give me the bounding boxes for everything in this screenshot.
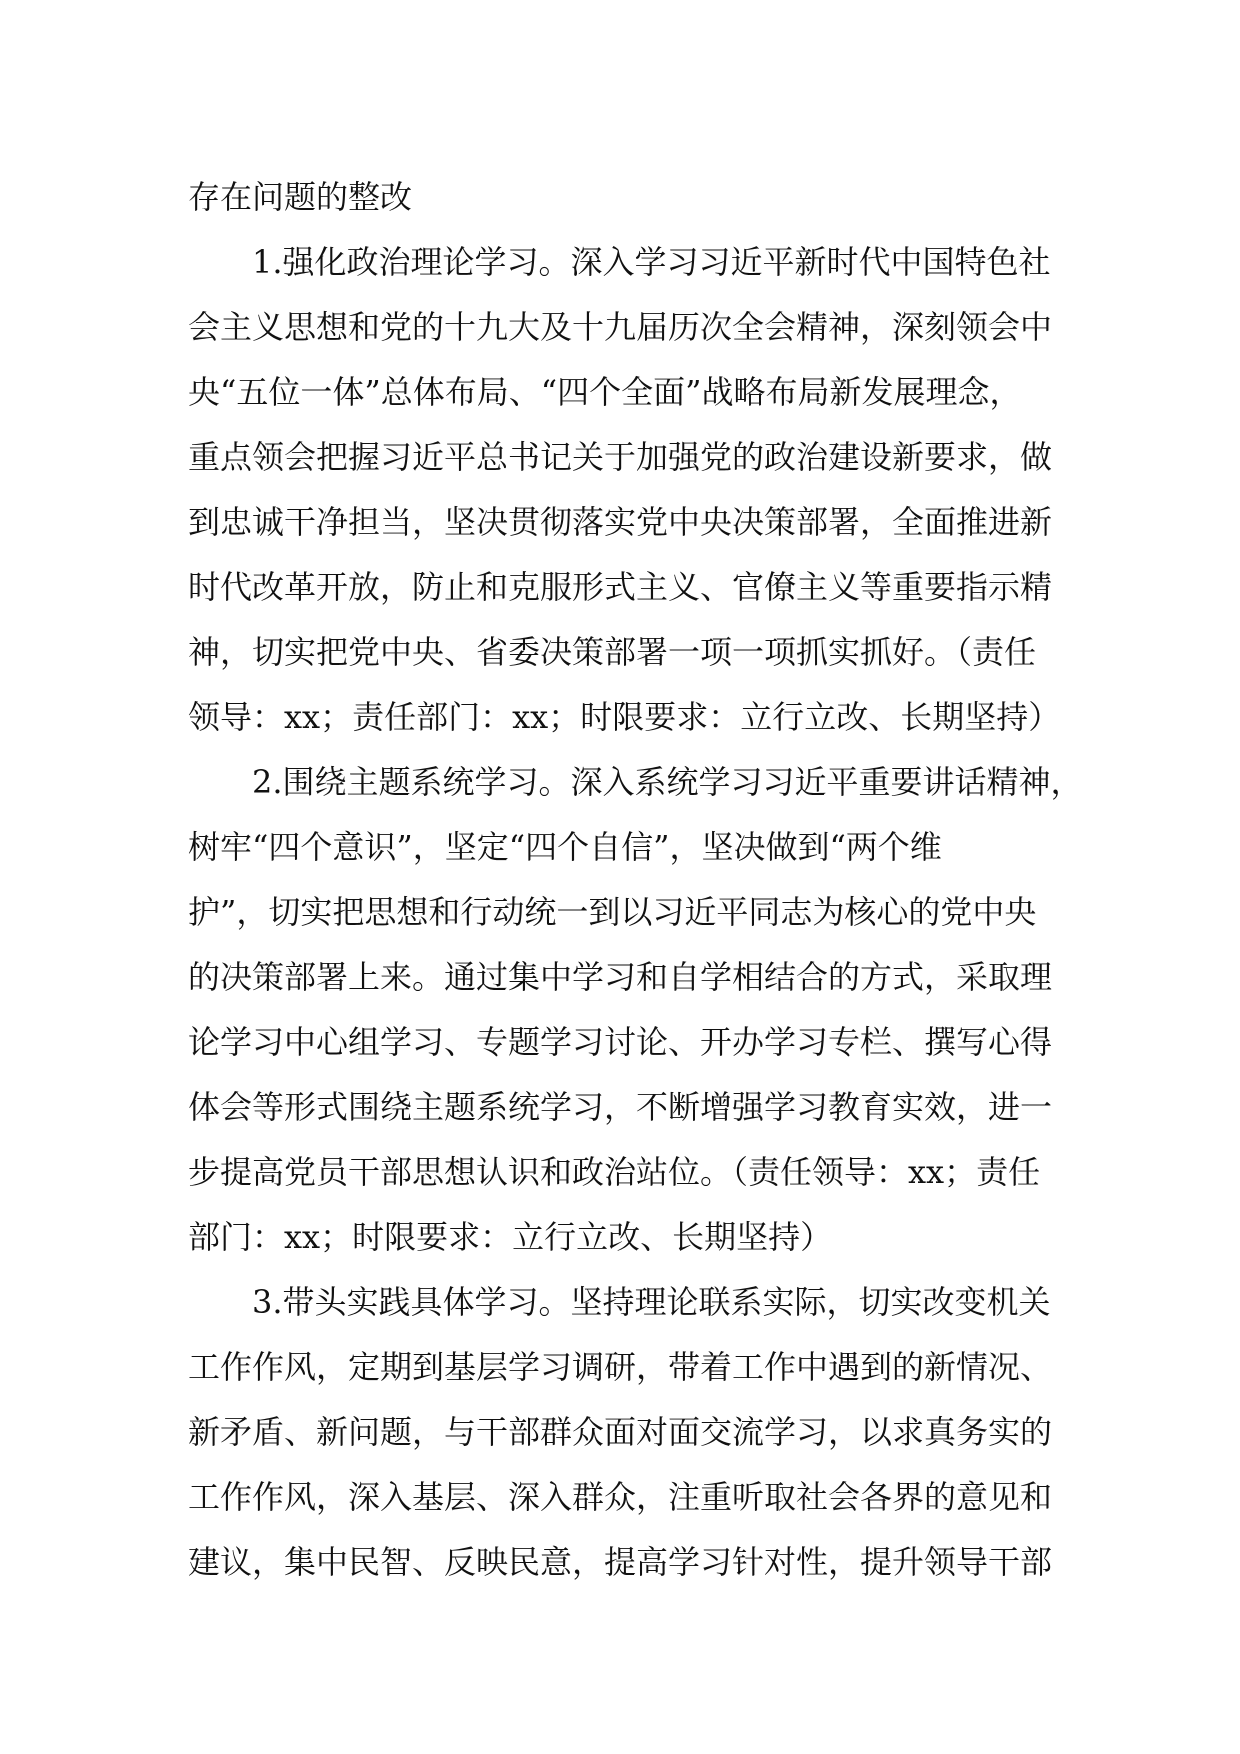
paragraph-2-line-5: 论学习中心组学习、专题学习讨论、开办学习专栏、撰写心得 [188, 1023, 1053, 1061]
paragraph-3-line-2: 工作作风，定期到基层学习调研，带着工作中遇到的新情况、 [188, 1348, 1053, 1386]
paragraph-2-line-1: 2.围绕主题系统学习。深入系统学习习近平重要讲话精神， [252, 763, 1083, 801]
document-page [188, 165, 1083, 1595]
paragraph-2-line-6: 体会等形式围绕主题系统学习，不断增强学习教育实效，进一 [188, 1088, 1053, 1126]
paragraph-2-line-8: 部门：xx；时限要求：立行立改、长期坚持） [188, 1218, 833, 1256]
paragraph-3-line-1: 3.带头实践具体学习。坚持理论联系实际，切实改变机关 [252, 1283, 1051, 1321]
paragraph-1-line-3: 央“五位一体”总体布局、“四个全面”战略布局新发展理念， [188, 373, 1022, 411]
paragraph-1-line-8: 领导：xx；责任部门：xx；时限要求：立行立改、长期坚持） [188, 698, 1061, 736]
paragraph-1-line-5: 到忠诚干净担当，坚决贯彻落实党中央决策部署，全面推进新 [188, 503, 1053, 541]
paragraph-1-line-1: 1.强化政治理论学习。深入学习习近平新时代中国特色社 [252, 243, 1051, 281]
paragraph-2-line-2: 树牢“四个意识”，坚定“四个自信”，坚决做到“两个维 [188, 828, 942, 866]
paragraph-2-line-4: 的决策部署上来。通过集中学习和自学相结合的方式，采取理 [188, 958, 1053, 996]
paragraph-3-line-3: 新矛盾、新问题，与干部群众面对面交流学习，以求真务实的 [188, 1413, 1053, 1451]
paragraph-3-line-4: 工作作风，深入基层、深入群众，注重听取社会各界的意见和 [188, 1478, 1053, 1516]
paragraph-2-line-7: 步提高党员干部思想认识和政治站位。（责任领导：xx；责任 [188, 1153, 1041, 1191]
paragraph-1-line-4: 重点领会把握习近平总书记关于加强党的政治建设新要求，做 [188, 438, 1053, 476]
paragraph-1-line-7: 神，切实把党中央、省委决策部署一项一项抓实抓好。（责任 [188, 633, 1037, 671]
paragraph-1-line-6: 时代改革开放，防止和克服形式主义、官僚主义等重要指示精 [188, 568, 1053, 606]
paragraph-3-line-5: 建议，集中民智、反映民意，提高学习针对性，提升领导干部 [188, 1543, 1053, 1581]
section-heading: 存在问题的整改 [188, 178, 413, 216]
paragraph-1-line-2: 会主义思想和党的十九大及十九届历次全会精神，深刻领会中 [188, 308, 1053, 346]
paragraph-2-line-3: 护”，切实把思想和行动统一到以习近平同志为核心的党中央 [188, 893, 1037, 931]
